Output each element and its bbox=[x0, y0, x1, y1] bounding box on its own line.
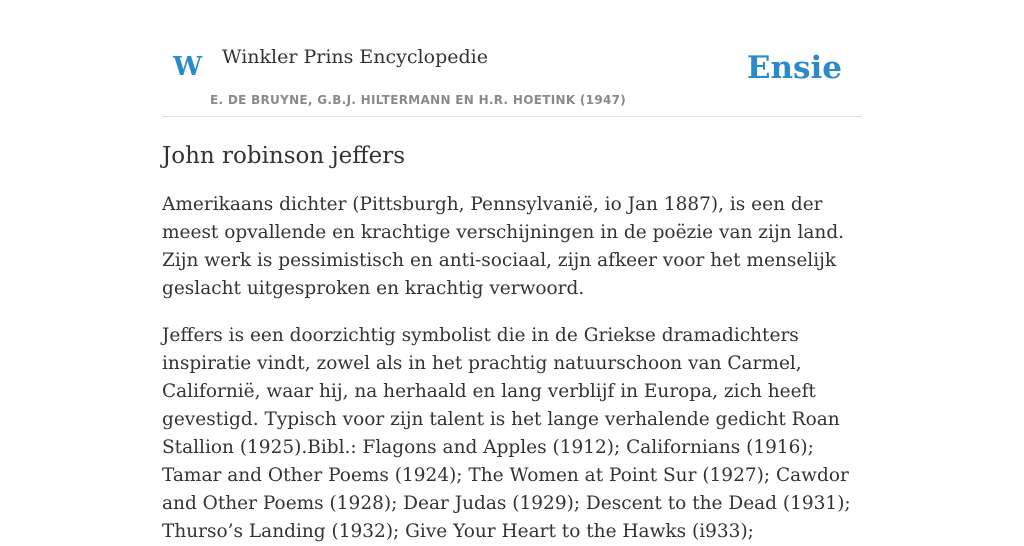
encyclopedia-logo-icon[interactable]: W bbox=[173, 52, 203, 82]
article-paragraph: Jeffers is een doorzichtig symbolist die in de Griekse dramadichters inspiratie vindt, zowel als in het prachtig natuurschoon van Carmel, Californië, waar hij, na herhaald en lang verblijf in Europa, zich heeft gevestigd. Typisch voor zijn talent is het lange verhalende gedicht Roan Stallion (1925).Bibl.: Flagons and Apples (1912); Californians (1916); Tamar and Other Poems (1924); The Women at Point Sur (1927); Cawdor and Other Poems (1928); Dear Judas (1929); Descent to the Dead (1931); Thurso’s Landing (1932); Give Your Heart to the Hawks (i933); bbox=[162, 325, 851, 542]
page bbox=[162, 0, 862, 546]
header bbox=[162, 0, 862, 117]
ensie-logo[interactable]: Ensie bbox=[746, 50, 842, 86]
publication-title[interactable]: Winkler Prins Encyclopedie bbox=[222, 46, 488, 68]
publication-authors: E. DE BRUYNE, G.B.J. HILTERMANN EN H.R. HOETINK (1947) bbox=[210, 93, 627, 107]
article-title: John robinson jeffers bbox=[162, 143, 406, 169]
article-paragraph: Amerikaans dichter (Pittsburgh, Pennsylvanië, io Jan 1887), is een der meest opvallende en krachtige verschijningen in de poëzie van zijn land. Zijn werk is pessimistisch en anti-sociaal, zijn afkeer voor het menselijk geslacht uitgesproken en krachtig verwoord. bbox=[162, 194, 845, 299]
